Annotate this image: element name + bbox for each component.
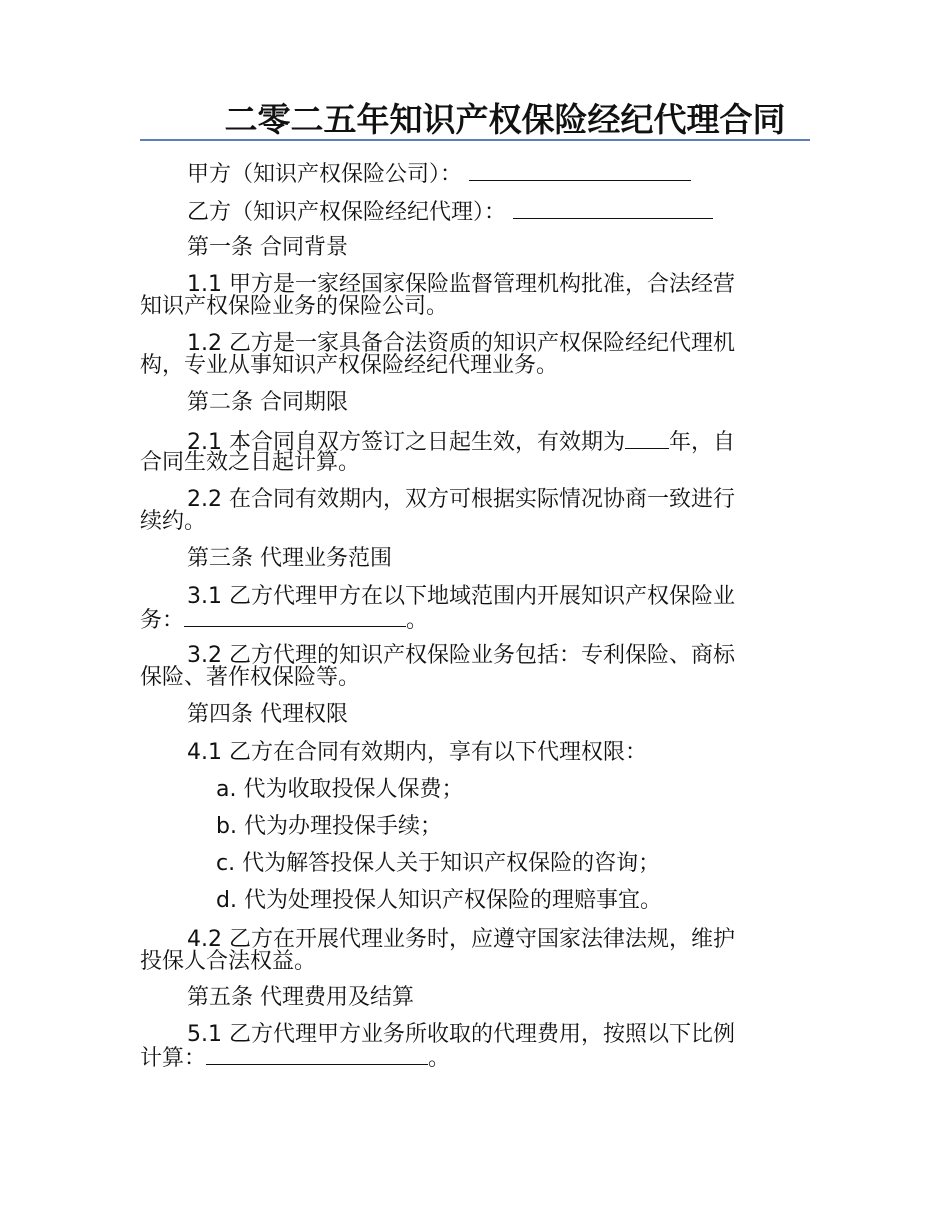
clause-5-1-line2 — [140, 1044, 810, 1072]
party-a-blank — [469, 160, 691, 181]
article-4-heading: 第四条 代理权限 — [187, 702, 348, 727]
clause-1-2-line1: 1.2 乙方是一家具备合法资质的知识产权保险经纪代理机 — [187, 331, 735, 356]
clause-3-2-line1: 3.2 乙方代理的知识产权保险业务包括：专利保险、商标 — [187, 643, 735, 668]
clause-2-1-text-pre: 2.1 本合同自双方签订之日起生效，有效期为 — [187, 430, 625, 455]
article-1-heading: 第一条 合同背景 — [187, 235, 348, 260]
clause-2-2-line2: 续约。 — [140, 509, 207, 534]
clause-3-1-text-pre: 务： — [140, 608, 185, 633]
fee-ratio-blank — [206, 1044, 428, 1065]
clause-3-1-line1: 3.1 乙方代理甲方在以下地域范围内开展知识产权保险业 — [187, 584, 735, 609]
clause-1-2-line2: 构，专业从事知识产权保险经纪代理业务。 — [140, 353, 559, 378]
article-3-heading: 第三条 代理业务范围 — [187, 546, 392, 571]
list-item-a: a. 代为收取投保人保费； — [216, 777, 464, 802]
clause-5-1-line1: 5.1 乙方代理甲方业务所收取的代理费用，按照以下比例 — [187, 1022, 735, 1047]
party-a-label: 甲方（知识产权保险公司）： — [187, 162, 463, 187]
clause-2-2-line1: 2.2 在合同有效期内，双方可根据实际情况协商一致进行 — [187, 487, 735, 512]
term-years-blank — [625, 428, 669, 449]
clause-4-2-line1: 4.2 乙方在开展代理业务时，应遵守国家法律法规，维护 — [187, 927, 735, 952]
clause-1-1-line1: 1.1 甲方是一家经国家保险监督管理机构批准，合法经营 — [187, 272, 735, 297]
title-underline — [140, 139, 810, 141]
clause-1-1-line2: 知识产权保险业务的保险公司。 — [140, 294, 449, 319]
party-b-label: 乙方（知识产权保险经纪代理）： — [187, 200, 507, 225]
clause-2-1-text-post: 年，自 — [668, 430, 735, 455]
clause-4-2-line2: 投保人合法权益。 — [140, 949, 317, 974]
region-blank — [184, 606, 406, 627]
clause-4-1: 4.1 乙方在合同有效期内，享有以下代理权限： — [187, 740, 647, 765]
clause-3-2-line2: 保险、著作权保险等。 — [140, 665, 361, 690]
clause-2-1-line2: 合同生效之日起计算。 — [140, 450, 361, 475]
clause-3-1-line2 — [140, 606, 810, 634]
party-a-line — [140, 160, 810, 188]
clause-3-1-text-post: 。 — [406, 608, 429, 633]
party-b-blank — [513, 198, 713, 219]
article-5-heading: 第五条 代理费用及结算 — [187, 985, 414, 1010]
clause-5-1-text-post: 。 — [428, 1046, 451, 1071]
list-item-b: b. 代为办理投保手续； — [216, 814, 442, 839]
list-item-d: d. 代为处理投保人知识产权保险的理赔事宜。 — [216, 888, 662, 913]
article-2-heading: 第二条 合同期限 — [187, 390, 348, 415]
clause-5-1-text-pre: 计算： — [140, 1046, 207, 1071]
list-item-c: c. 代为解答投保人关于知识产权保险的咨询； — [216, 851, 661, 876]
document-title: 二零二五年知识产权保险经纪代理合同 — [224, 100, 786, 139]
party-b-line — [140, 198, 810, 226]
